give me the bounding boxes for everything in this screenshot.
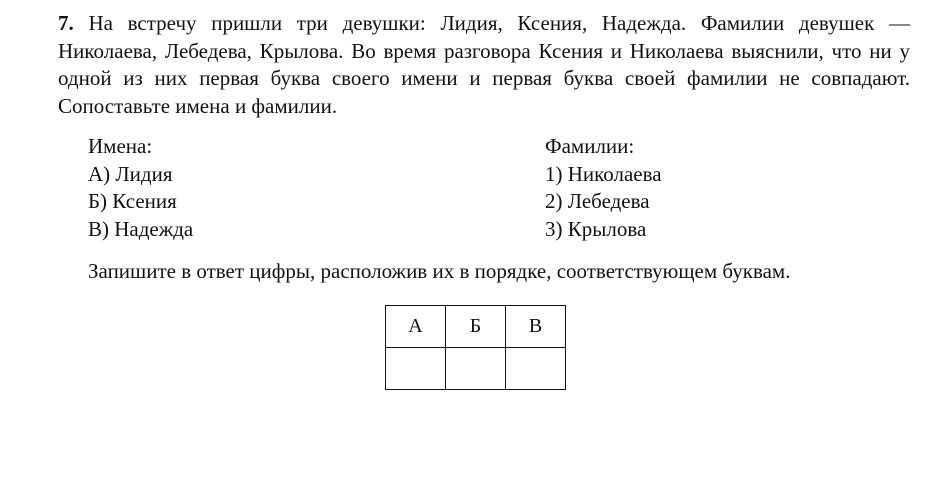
answer-input-row bbox=[386, 348, 566, 390]
answer-cell-b[interactable] bbox=[446, 348, 506, 390]
answer-header-a: А bbox=[386, 306, 446, 348]
name-item-b: Б) Ксения bbox=[88, 189, 177, 213]
surnames-heading: Фамилии: bbox=[545, 134, 635, 158]
names-column bbox=[88, 133, 193, 243]
answer-cell-a[interactable] bbox=[386, 348, 446, 390]
name-item-v: В) Надежда bbox=[88, 216, 194, 241]
task-text: На встречу пришли три девушки: Лидия, Ксения, Надежда. Фамилии девушек — Николаева, Лебедева, Крылова. Во время разговора Ксения и Николаева выяснили, что ни у одной из них первая буква своего имени и первая буква своей фамилии не совпадают. Сопоставьте имена и фамилии. bbox=[58, 11, 910, 118]
instruction-text: Запишите в ответ цифры, расположив их в порядке, соответствующем буквам. bbox=[88, 259, 791, 283]
name-item-a: А) Лидия bbox=[88, 161, 173, 186]
surname-item-3: 3) Крылова bbox=[545, 216, 647, 241]
surnames-column bbox=[545, 133, 662, 243]
task-paragraph bbox=[58, 10, 910, 120]
answer-cell-v[interactable] bbox=[506, 348, 566, 390]
surname-item-1: 1) Николаева bbox=[545, 161, 662, 186]
task-number: 7. bbox=[58, 11, 74, 35]
answer-header-b: Б bbox=[446, 306, 506, 348]
answer-table bbox=[385, 305, 566, 390]
answer-header-v: В bbox=[506, 306, 566, 348]
surname-item-2: 2) Лебедева bbox=[545, 189, 650, 213]
answer-header-row bbox=[386, 306, 566, 348]
names-heading: Имена: bbox=[88, 134, 153, 158]
